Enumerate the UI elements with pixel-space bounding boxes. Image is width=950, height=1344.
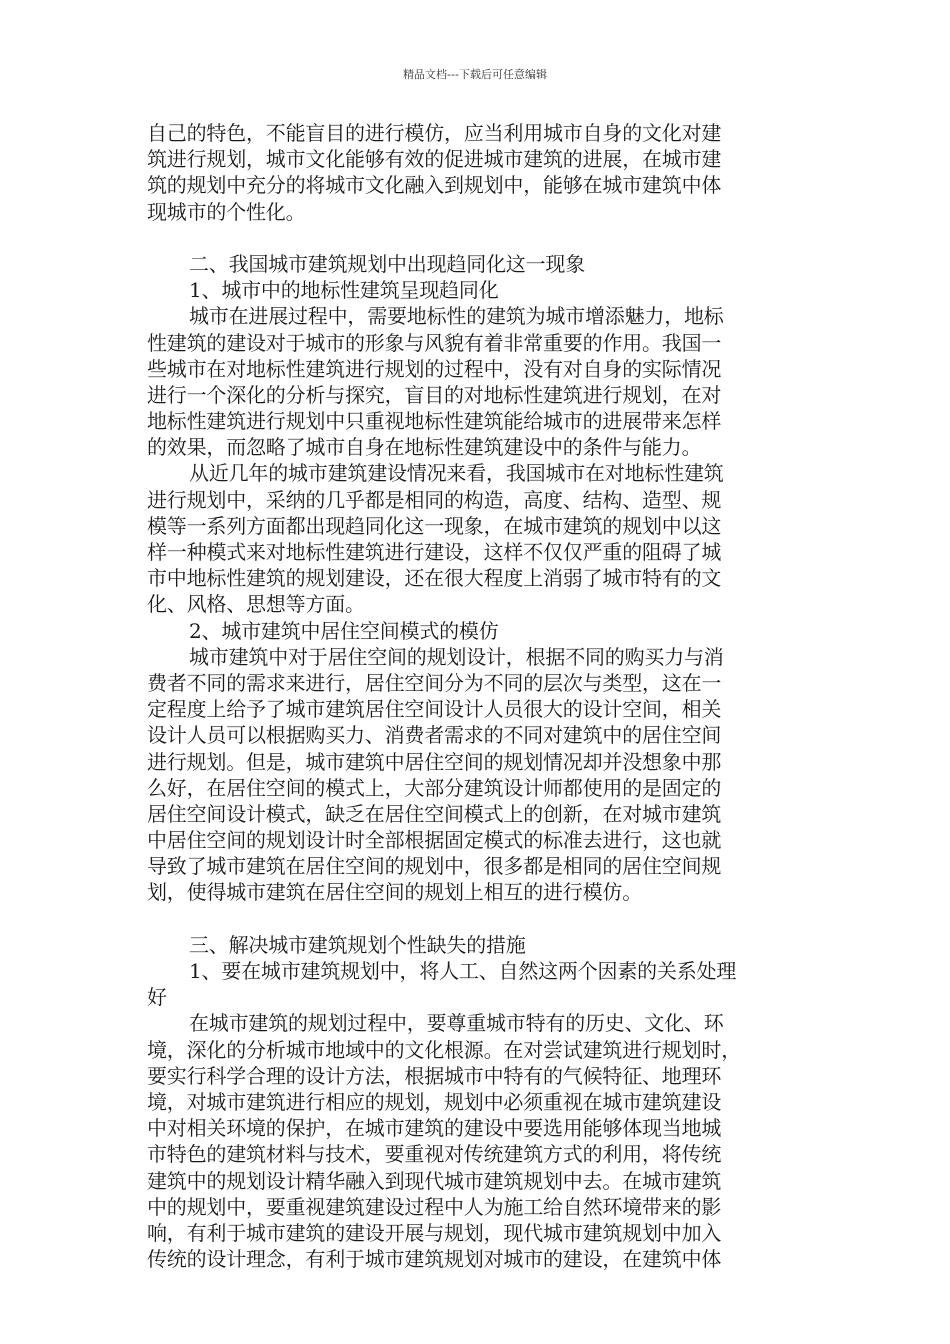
text-line: 居住空间设计模式，缺乏在居住空间模式上的创新，在对城市建筑 bbox=[147, 801, 722, 826]
text-line: 化、风格、思想等方面。 bbox=[147, 592, 365, 617]
text-line: 中对相关环境的保护，在城市建筑的建设中要选用能够体现当地城 bbox=[147, 1116, 722, 1141]
text-line: 传统的设计理念，有利于城市建筑规划对城市的建设，在建筑中体 bbox=[147, 1247, 722, 1272]
text-line: 进行规划。但是，城市建筑中居住空间的规划情况却并没想象中那 bbox=[147, 749, 722, 774]
text-line: 1、要在城市建筑规划中，将人工、自然这两个因素的关系处理 bbox=[189, 959, 737, 983]
text-line: 市特色的建筑材料与技术，要重视对传统建筑方式的利用，将传统 bbox=[147, 1142, 722, 1167]
text-line: 地标性建筑进行规划中只重视地标性建筑能给城市的进展带来怎样 bbox=[147, 409, 722, 434]
text-line: 2、城市建筑中居住空间模式的模仿 bbox=[189, 618, 499, 643]
text-line: 城市建筑中对于居住空间的规划设计，根据不同的购买力与消 bbox=[189, 644, 724, 669]
text-line: 费者不同的需求来进行，居住空间分为不同的层次与类型，这在一 bbox=[147, 670, 722, 695]
paragraph-gap bbox=[147, 906, 811, 932]
text-line: 响，有利于城市建筑的建设开展与规划，现代城市建筑规划中加入 bbox=[147, 1220, 722, 1245]
text-line: 中的规划中，要重视建筑建设过程中人为施工给自然环境带来的影 bbox=[147, 1194, 722, 1219]
text-line: 在城市建筑的规划过程中，要尊重城市特有的历史、文化、环 bbox=[189, 1011, 724, 1036]
text-line: 从近几年的城市建筑建设情况来看，我国城市在对地标性建筑 bbox=[189, 461, 724, 486]
text-line: 城市在进展过程中，需要地标性的建筑为城市增添魅力，地标 bbox=[189, 304, 724, 329]
text-line: 些城市在对地标性建筑进行规划的过程中，没有对自身的实际情况 bbox=[147, 356, 722, 381]
text-line: 么好，在居住空间的模式上，大部分建筑设计师都使用的是固定的 bbox=[147, 775, 722, 800]
text-line: 样一种模式来对地标性建筑进行建设，这样不仅仅严重的阻碍了城 bbox=[147, 540, 722, 564]
text-line: 筑的规划中充分的将城市文化融入到规划中，能够在城市建筑中体 bbox=[147, 173, 722, 198]
text-line: 性建筑的建设对于城市的形象与风貌有着非常重要的作用。我国一 bbox=[147, 330, 722, 355]
text-line: 进行一个深化的分析与探究，盲目的对地标性建筑进行规划，在对 bbox=[147, 382, 722, 407]
text-line: 二、我国城市建筑规划中出现趋同化这一现象 bbox=[189, 251, 585, 276]
text-line: 建筑中的规划设计精华融入到现代城市建筑规划中去。在城市建筑 bbox=[147, 1168, 722, 1193]
text-line: 1、城市中的地标性建筑呈现趋同化 bbox=[189, 278, 499, 303]
text-line: 三、解决城市建筑规划个性缺失的措施 bbox=[189, 932, 526, 957]
text-line: 现城市的个性化。 bbox=[147, 199, 306, 224]
text-line: 导致了城市建筑在居住空间的规划中，很多都是相同的居住空间规 bbox=[147, 854, 722, 879]
text-line: 好 bbox=[147, 985, 167, 1010]
text-line: 筑进行规划，城市文化能够有效的促进城市建筑的进展，在城市建 bbox=[147, 147, 722, 172]
text-line: 划，使得城市建筑在居住空间的规划上相互的进行模仿。 bbox=[147, 880, 642, 905]
text-line: 定程度上给予了城市建筑居住空间设计人员很大的设计空间，相关 bbox=[147, 697, 722, 722]
text-line: 境，深化的分析城市地域中的文化根源。在对尝试建筑进行规划时， bbox=[147, 1037, 741, 1062]
text-line: 设计人员可以根据购买力、消费者需求的不同对建筑中的居住空间 bbox=[147, 723, 722, 748]
text-line: 境，对城市建筑进行相应的规划，规划中必须重视在城市建筑建设 bbox=[147, 1089, 722, 1114]
text-line: 的效果，而忽略了城市自身在地标性建筑建设中的条件与能力。 bbox=[147, 435, 702, 460]
page-header: 精品文档---下载后可任意编辑 bbox=[403, 68, 547, 81]
text-line: 自己的特色，不能盲目的进行模仿，应当利用城市自身的文化对建 bbox=[147, 121, 722, 145]
text-line: 市中地标性建筑的规划建设，还在很大程度上消弱了城市特有的文 bbox=[147, 566, 722, 591]
document-body bbox=[147, 120, 811, 1272]
text-line: 模等一系列方面都出现趋同化这一现象，在城市建筑的规划中以这 bbox=[147, 513, 722, 538]
text-line: 中居住空间的规划设计时全部根据固定模式的标准去进行，这也就 bbox=[147, 828, 722, 853]
paragraph-gap bbox=[147, 225, 811, 251]
text-line: 要实行科学合理的设计方法，根据城市中特有的气候特征、地理环 bbox=[147, 1063, 722, 1088]
text-line: 进行规划中，采纳的几乎都是相同的构造，高度、结构、造型、规 bbox=[147, 487, 722, 512]
